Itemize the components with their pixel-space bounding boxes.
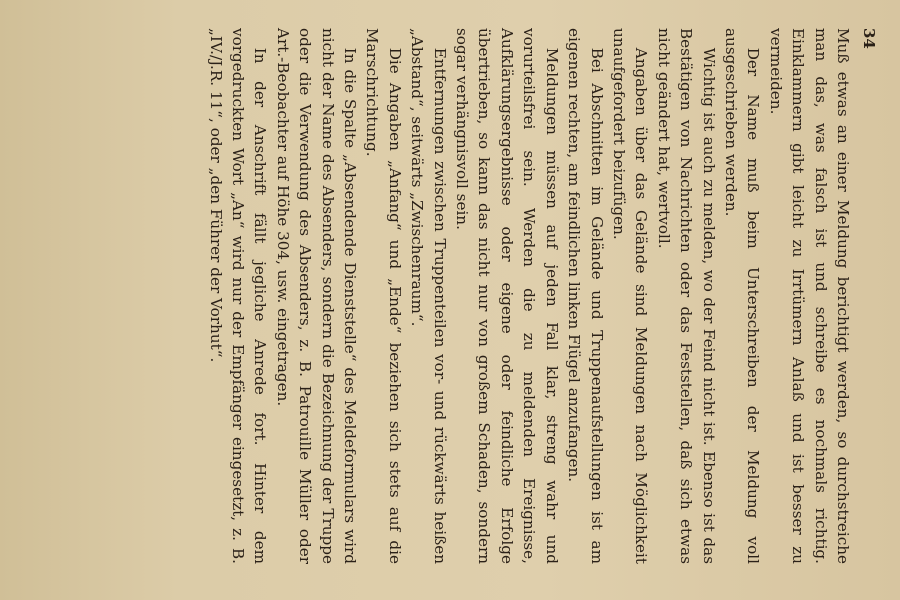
paragraph-address: In der Anschrift fällt jegliche Anrede fort. Hinter dem vorgedruckten Wort „An“ wird nur der Empfänger eingesetzt, z. B. „IV./J.R. 11“, oder „den Führer der Vorhut“. — [206, 28, 270, 564]
paragraph-truthfulness: Meldungen müssen auf jeden Fall klar, streng wahr und vorurteilsfrei sein. Werden die zu meldenden Ereignisse, Aufklärungsergebnisse oder eigene oder feindliche Erfolge übertrieben, so kann das nicht nur von großem Schaden, sondern sogar verhängnisvoll sein. — [453, 28, 561, 564]
paragraph-signature: Der Name muß beim Unterschreiben der Meldung voll ausgeschrieben werden. — [721, 28, 763, 564]
paragraph-march-direction: Die Angaben „Anfang“ und „Ende“ beziehen sich stets auf die Marschrichtung. — [363, 28, 404, 564]
paragraph-distances: Entfernungen zwischen Truppenteilen vor- und rückwärts heißen „Abstand“, seitwärts „Zwischenraum“. — [408, 28, 449, 564]
paragraph-correction: Muß etwas an einer Meldung berichtigt werden, so durchstreiche man das, was falsch ist und schreibe es nochmals richtig. Einklammern gibt leicht zu Irrtümern Anlaß und ist besser zu vermeiden. — [766, 28, 852, 564]
paragraph-terrain: Angaben über das Gelände sind Meldungen nach Möglichkeit unaufgefordert beizufügen. — [609, 28, 651, 564]
paragraph-flanks: Bei Abschnitten im Gelände und Truppenaufstellungen ist am eigenen rechten, am feindlichen linken Flügel anzufangen. — [565, 28, 606, 564]
body-text — [204, 28, 854, 564]
paragraph-enemy-absent: Wichtig ist auch zu melden, wo der Feind nicht ist. Ebenso ist das Bestätigen von Nachrichten oder das Feststellen, daß sich etwas nicht geändert hat, wertvoll. — [654, 28, 718, 564]
page-number: 34 — [860, 28, 878, 49]
rotated-text-region — [20, 20, 880, 580]
paragraph-sender-field: In die Spalte „Absendende Dienststelle“ des Meldeformulars wird nicht der Name des Absenders, sondern die Bezeichnung der Truppe oder die Verwendung des Absenders, z. B. Patrouille Müller oder Art.-Beobachter auf Höhe 304, usw. eingetragen. — [273, 28, 360, 564]
